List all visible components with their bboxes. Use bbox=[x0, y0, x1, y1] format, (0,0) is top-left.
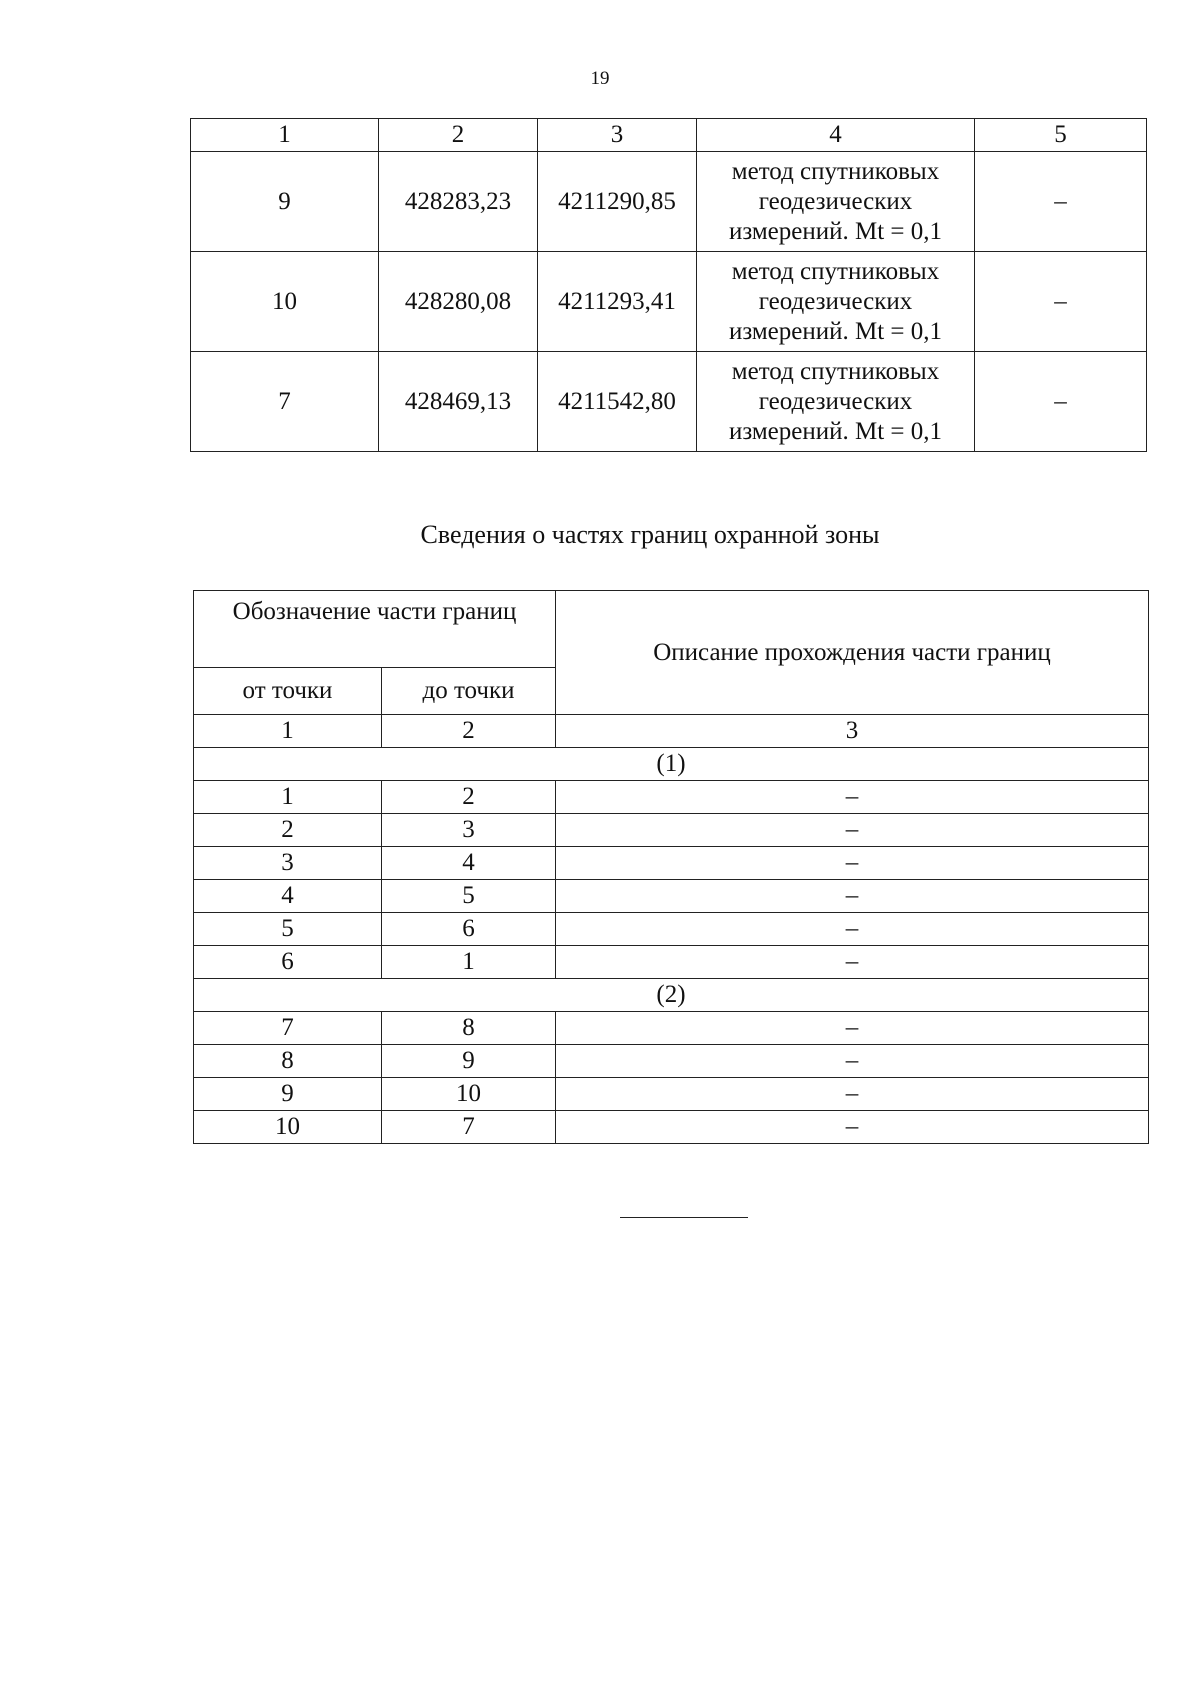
description-cell: – bbox=[556, 913, 1149, 946]
description-cell: – bbox=[556, 1045, 1149, 1078]
x-coordinate-cell: 428280,08 bbox=[379, 252, 538, 352]
point-number-cell: 9 bbox=[191, 152, 379, 252]
method-line: геодезических bbox=[758, 187, 913, 215]
coordinates-row bbox=[191, 152, 1147, 252]
y-coordinate-cell: 4211293,41 bbox=[538, 252, 697, 352]
note-cell: – bbox=[975, 352, 1147, 452]
from-point-cell: 9 bbox=[194, 1078, 382, 1111]
y-coordinate-cell: 4211290,85 bbox=[538, 152, 697, 252]
parts-header-row bbox=[194, 591, 1149, 668]
method-cell bbox=[697, 352, 975, 452]
section-title: Сведения о частях границ охранной зоны bbox=[420, 520, 880, 549]
from-point-cell: 1 bbox=[194, 781, 382, 814]
group-row bbox=[194, 748, 1149, 781]
column-number-header: 3 bbox=[538, 119, 697, 152]
method-line: метод спутниковых bbox=[731, 257, 940, 285]
boundary-part-row bbox=[194, 946, 1149, 979]
column-number-header: 4 bbox=[697, 119, 975, 152]
from-point-cell: 5 bbox=[194, 913, 382, 946]
description-cell: – bbox=[556, 814, 1149, 847]
boundary-part-row bbox=[194, 1078, 1149, 1111]
from-point-cell: 7 bbox=[194, 1012, 382, 1045]
to-point-cell: 4 bbox=[382, 847, 556, 880]
boundary-part-row bbox=[194, 814, 1149, 847]
boundary-part-row bbox=[194, 847, 1149, 880]
x-coordinate-cell: 428469,13 bbox=[379, 352, 538, 452]
parts-column-numbers-row bbox=[194, 715, 1149, 748]
description-header: Описание прохождения части границ bbox=[556, 591, 1149, 715]
method-line: метод спутниковых bbox=[731, 157, 940, 185]
column-number-header: 1 bbox=[191, 119, 379, 152]
boundary-part-row bbox=[194, 1012, 1149, 1045]
note-cell: – bbox=[975, 152, 1147, 252]
note-cell: – bbox=[975, 252, 1147, 352]
coordinates-header-row bbox=[191, 119, 1147, 152]
to-point-cell: 1 bbox=[382, 946, 556, 979]
column-number: 1 bbox=[194, 715, 382, 748]
method-line: геодезических bbox=[758, 287, 913, 315]
coordinates-table bbox=[190, 118, 1147, 452]
from-point-cell: 2 bbox=[194, 814, 382, 847]
column-number: 3 bbox=[556, 715, 1149, 748]
to-point-cell: 2 bbox=[382, 781, 556, 814]
group-row bbox=[194, 979, 1149, 1012]
from-point-header: от точки bbox=[194, 668, 382, 715]
from-point-cell: 10 bbox=[194, 1111, 382, 1144]
description-cell: – bbox=[556, 847, 1149, 880]
to-point-cell: 5 bbox=[382, 880, 556, 913]
x-coordinate-cell: 428283,23 bbox=[379, 152, 538, 252]
description-cell: – bbox=[556, 946, 1149, 979]
description-cell: – bbox=[556, 1111, 1149, 1144]
boundary-parts-table bbox=[193, 590, 1149, 1144]
method-line: измерений. Mt = 0,1 bbox=[728, 417, 943, 445]
from-point-cell: 6 bbox=[194, 946, 382, 979]
to-point-cell: 6 bbox=[382, 913, 556, 946]
designation-header: Обозначение части границ bbox=[194, 591, 556, 668]
to-point-cell: 3 bbox=[382, 814, 556, 847]
description-cell: – bbox=[556, 781, 1149, 814]
method-line: измерений. Mt = 0,1 bbox=[728, 217, 943, 245]
column-number-header: 5 bbox=[975, 119, 1147, 152]
description-cell: – bbox=[556, 880, 1149, 913]
group-label: (2) bbox=[194, 979, 1149, 1012]
method-line: геодезических bbox=[758, 387, 913, 415]
boundary-part-row bbox=[194, 1045, 1149, 1078]
point-number-cell: 10 bbox=[191, 252, 379, 352]
to-point-cell: 8 bbox=[382, 1012, 556, 1045]
boundary-part-row bbox=[194, 1111, 1149, 1144]
description-cell: – bbox=[556, 1078, 1149, 1111]
to-point-cell: 9 bbox=[382, 1045, 556, 1078]
method-cell bbox=[697, 152, 975, 252]
to-point-cell: 7 bbox=[382, 1111, 556, 1144]
y-coordinate-cell: 4211542,80 bbox=[538, 352, 697, 452]
method-line: измерений. Mt = 0,1 bbox=[728, 317, 943, 345]
end-of-document-rule bbox=[620, 1217, 748, 1218]
column-number-header: 2 bbox=[379, 119, 538, 152]
point-number-cell: 7 bbox=[191, 352, 379, 452]
description-cell: – bbox=[556, 1012, 1149, 1045]
boundary-part-row bbox=[194, 781, 1149, 814]
page-number: 19 bbox=[590, 68, 610, 89]
group-label: (1) bbox=[194, 748, 1149, 781]
coordinates-row bbox=[191, 252, 1147, 352]
method-cell bbox=[697, 252, 975, 352]
from-point-cell: 8 bbox=[194, 1045, 382, 1078]
to-point-header: до точки bbox=[382, 668, 556, 715]
coordinates-row bbox=[191, 352, 1147, 452]
from-point-cell: 3 bbox=[194, 847, 382, 880]
to-point-cell: 10 bbox=[382, 1078, 556, 1111]
boundary-part-row bbox=[194, 880, 1149, 913]
from-point-cell: 4 bbox=[194, 880, 382, 913]
boundary-part-row bbox=[194, 913, 1149, 946]
method-line: метод спутниковых bbox=[731, 357, 940, 385]
column-number: 2 bbox=[382, 715, 556, 748]
